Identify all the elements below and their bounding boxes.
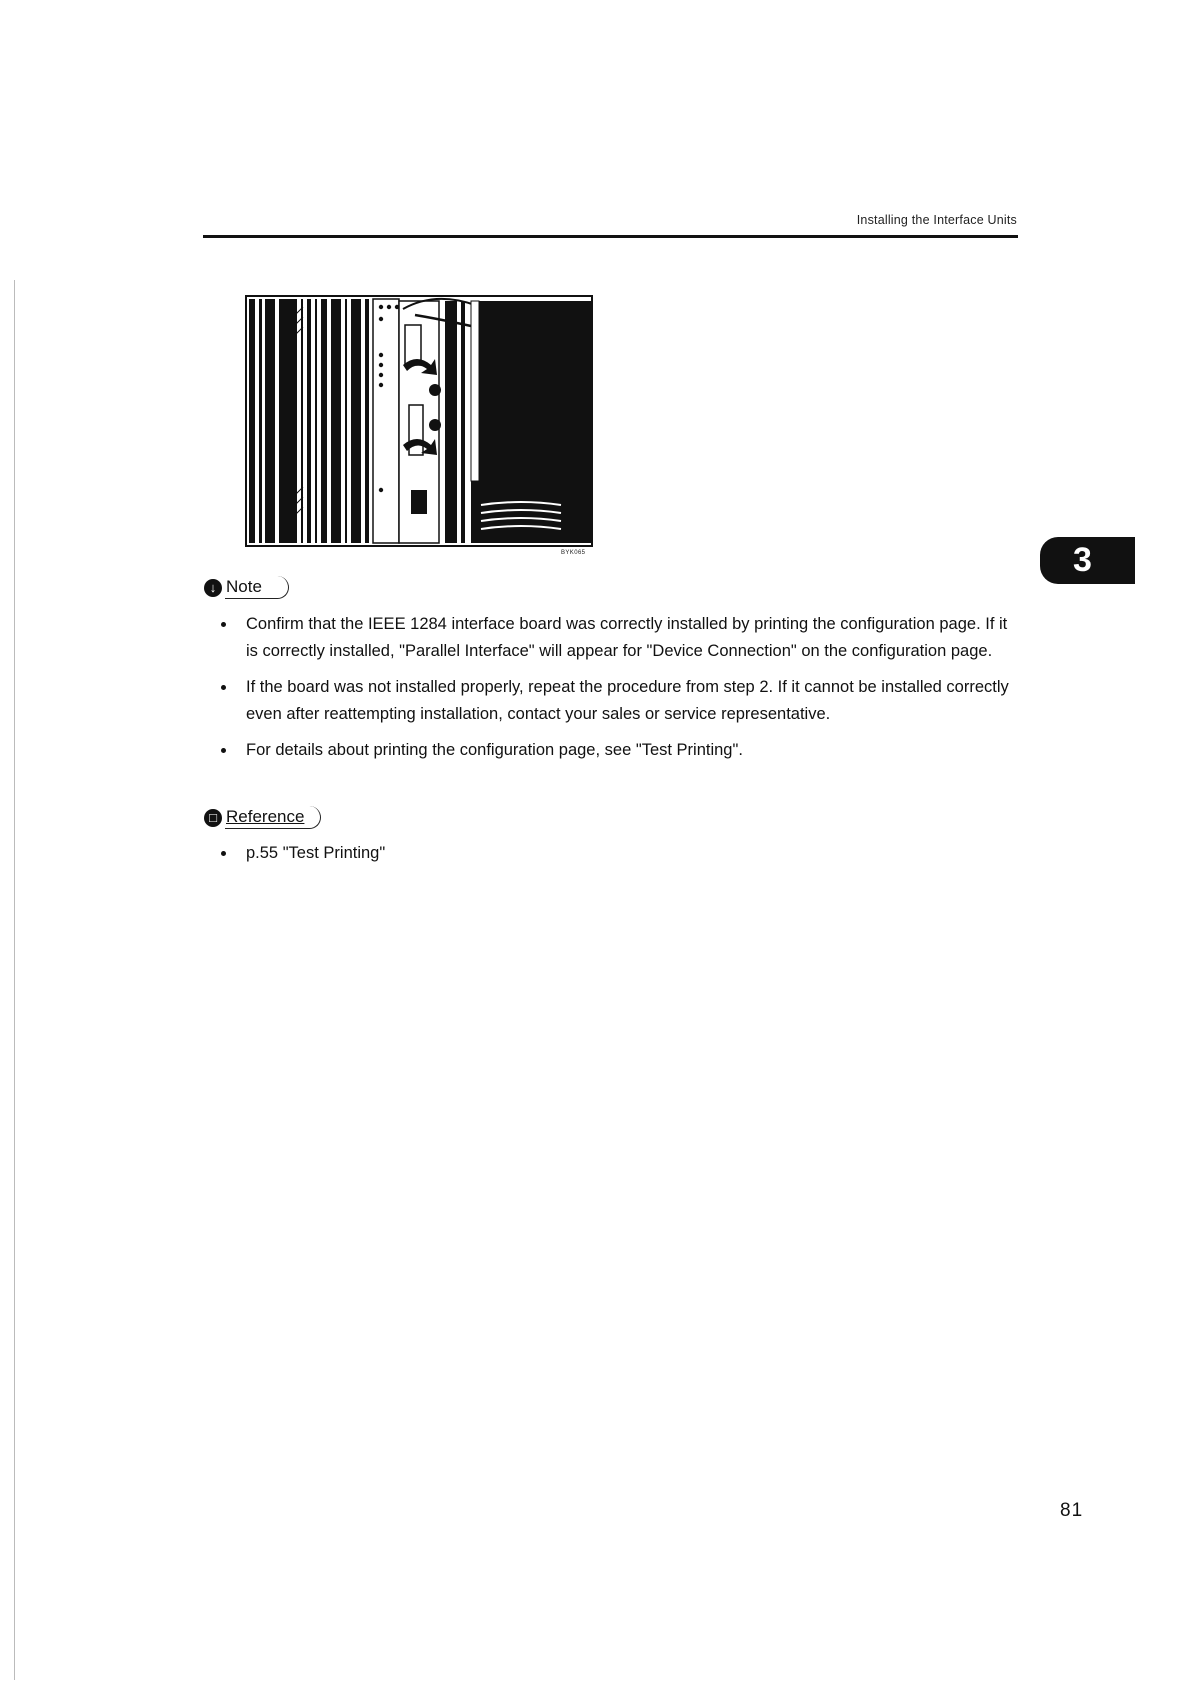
running-header: Installing the Interface Units <box>856 213 1017 227</box>
chapter-tab: 3 <box>1040 537 1135 584</box>
reference-icon: □ <box>204 809 222 827</box>
reference-label: Reference <box>225 806 321 829</box>
note-item: Confirm that the IEEE 1284 interface board was correctly installed by printing the configuration page. If it is correctly installed, "Parallel Interface" will appear for "Device Connection" on the configuration page. <box>232 611 1022 665</box>
note-item: For details about printing the configuration page, see "Test Printing". <box>232 737 1022 764</box>
note-item: If the board was not installed properly, repeat the procedure from step 2. If it cannot be installed correctly even after reattempting installation, contact your sales or service representative. <box>232 674 1022 728</box>
figure-code: BYK065 <box>561 550 586 556</box>
page-number: 81 <box>1060 1500 1084 1521</box>
note-heading <box>204 576 289 599</box>
reference-item[interactable]: p.55 "Test Printing" <box>232 840 1022 867</box>
note-label: Note <box>225 576 289 599</box>
note-list <box>232 611 1022 773</box>
reference-list <box>232 840 1022 876</box>
scan-edge-line <box>14 280 15 1680</box>
reference-heading <box>204 806 321 829</box>
interface-board-illustration <box>245 295 593 547</box>
header-rule <box>203 235 1018 238</box>
note-icon: ↓ <box>204 579 222 597</box>
